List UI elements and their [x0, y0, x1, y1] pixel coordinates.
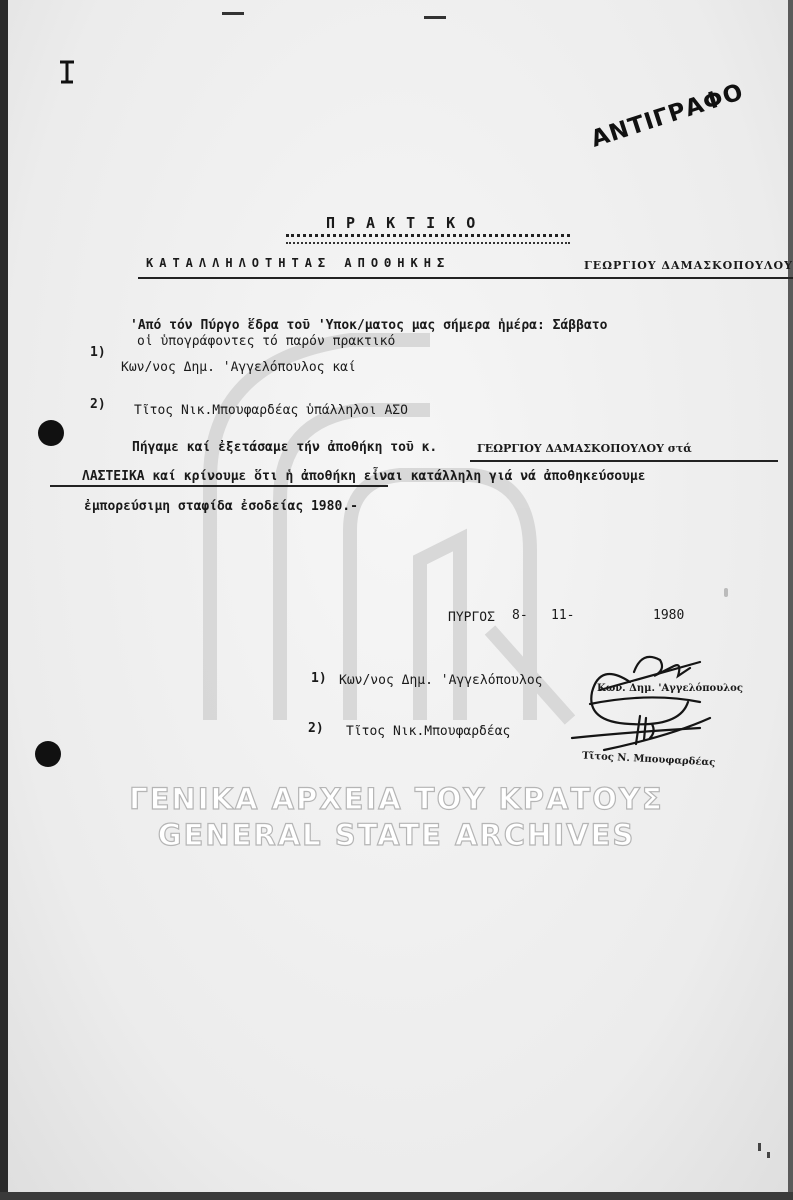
margin-mark-icon [56, 58, 78, 86]
title-underline [286, 234, 570, 244]
scan-speck [758, 1143, 761, 1151]
item-1-number: 1) [90, 345, 106, 360]
underline-1 [470, 460, 778, 462]
paragraph-line-2: ΛΑΣΤΕΙΚΑ καί κρίνουμε ὅτι ἡ ἀποθήκη εἶναι κατάλληλη γιά νά ἀποθηκεύσουμε [82, 469, 646, 484]
scan-speck [724, 588, 728, 597]
intro-line-1: 'Από τόν Πύργο ἕδρα τοῦ 'Υποκ/ματος μας σήμερα ἡμέρα: Σάββατο [130, 318, 608, 333]
document-title: ΠΡΑΚΤΙΚΟ [326, 214, 487, 232]
item-1-text: Κων/νος Δημ. 'Αγγελόπουλος καί [121, 360, 356, 375]
item-2-number: 2) [90, 397, 106, 412]
handwritten-signatures [570, 632, 770, 762]
signatory-1-name: Κων/νος Δημ. 'Αγγελόπουλος [339, 673, 543, 688]
paragraph-line-1b: ΓΕΩΡΓΙΟΥ ΔΑΜΑΣΚΟΠΟΥΛΟΥ στά [477, 442, 692, 455]
scan-edge-bottom [0, 1192, 793, 1200]
item-2-text: Τῖτος Νικ.Μπουφαρδέας ὑπάλληλοι ΑΣΟ [134, 403, 408, 418]
signature-caption-1: Κων. Δημ. 'Αγγελόπουλος [597, 683, 743, 694]
punch-hole [35, 741, 61, 767]
subtitle-right: ΓΕΩΡΓΙΟΥ ΔΑΜΑΣΚΟΠΟΥΛΟΥ [584, 259, 793, 272]
date-year: 1980 [653, 608, 685, 623]
signatory-2-number: 2) [308, 721, 324, 736]
subtitle-rule [138, 277, 793, 279]
scan-mark [222, 12, 244, 15]
paragraph-line-1a: Πήγαμε καί ἐξετάσαμε τήν ἀποθήκη τοῦ κ. [132, 440, 438, 455]
scan-mark [424, 16, 446, 19]
archive-watermark-english: GENERAL STATE ARCHIVES [157, 818, 636, 852]
signatory-1-number: 1) [311, 671, 327, 686]
punch-hole [38, 420, 64, 446]
signature-caption-2: Τῖτος Ν. Μπουφαρδέας [581, 750, 716, 769]
paragraph-line-3: ἐμπορεύσιμη σταφίδα ἐσοδείας 1980.- [84, 499, 358, 514]
intro-line-2: οἱ ὑπογράφοντες τό παρόν πρακτικό [137, 334, 396, 349]
scan-speck [767, 1152, 770, 1158]
copy-stamp: ΑΝΤΙΓΡΑΦΟ [588, 78, 747, 153]
date-day: 8- [512, 608, 528, 623]
scan-edge-right [788, 0, 793, 1200]
scan-edge-left [0, 0, 8, 1200]
subtitle-left: ΚΑΤΑΛΛΗΛΟΤΗΤΑΣ ΑΠΟΘΗΚΗΣ [146, 256, 451, 270]
date-place: ΠΥΡΓΟΣ [448, 610, 495, 625]
date-month: 11- [551, 608, 575, 623]
signatory-2-name: Τῖτος Νικ.Μπουφαρδέας [346, 724, 511, 739]
archive-watermark-greek: ΓΕΝΙΚΑ ΑΡΧΕΙΑ ΤΟΥ ΚΡΑΤΟΥΣ [129, 782, 664, 816]
underline-2 [50, 485, 388, 487]
